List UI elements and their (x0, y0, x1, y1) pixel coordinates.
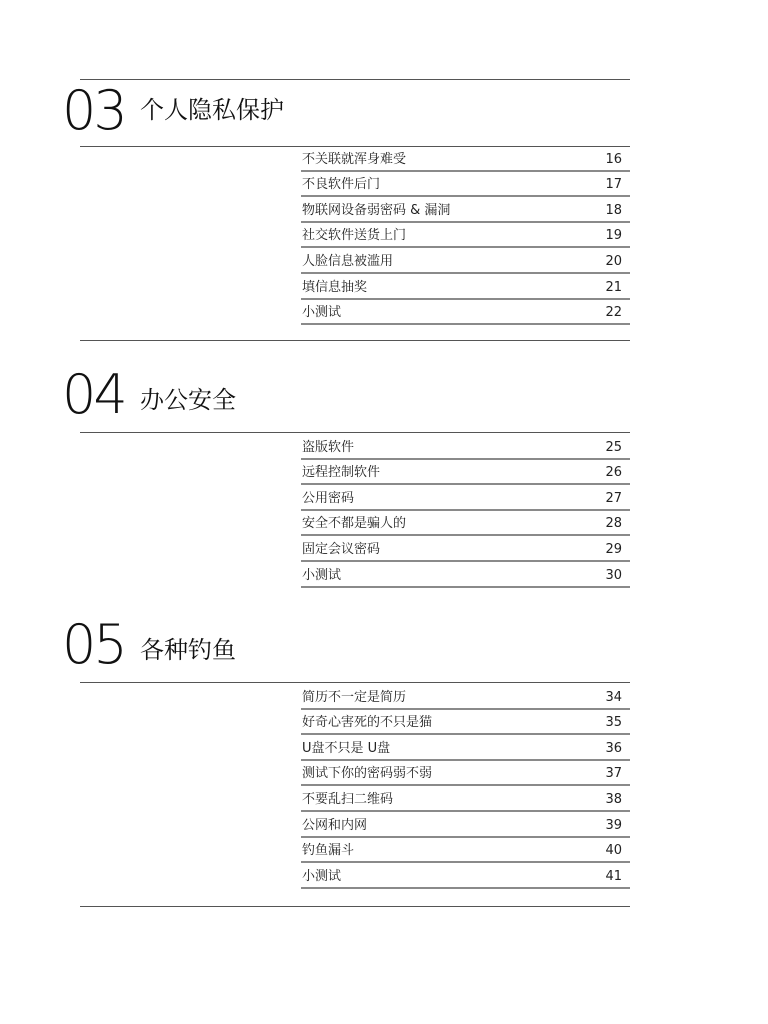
toc-entry[interactable] (301, 710, 630, 736)
section-05-title: 各种钓鱼 (140, 636, 236, 664)
toc-entry-page: 41 (605, 868, 622, 884)
toc-entry-label: 远程控制软件 (302, 465, 381, 481)
toc-entry[interactable] (301, 786, 630, 812)
toc-entry-label: 不关联就浑身难受 (302, 151, 407, 167)
section-03-toc (301, 146, 630, 325)
toc-entry-page: 28 (605, 516, 622, 532)
toc-entry[interactable] (301, 812, 630, 838)
toc-entry[interactable] (301, 838, 630, 864)
toc-entry-label: 小测试 (302, 567, 342, 583)
toc-entry-label: 固定会议密码 (302, 541, 381, 557)
toc-entry[interactable] (301, 511, 630, 537)
section-04-title: 办公安全 (140, 386, 236, 414)
section-04-title-rule (80, 432, 630, 433)
section-03-number: 03 (62, 79, 125, 142)
toc-entry[interactable] (301, 172, 630, 198)
toc-entry[interactable] (301, 863, 630, 889)
toc-entry-label: 好奇心害死的不只是猫 (302, 715, 433, 731)
toc-entry-page: 35 (605, 715, 622, 731)
toc-entry[interactable] (301, 536, 630, 562)
toc-entry-label: 人脸信息被滥用 (302, 253, 394, 269)
toc-entry-page: 36 (605, 740, 622, 756)
toc-entry-label: 简历不一定是简历 (302, 689, 407, 705)
toc-entry-label: 测试下你的密码弱不弱 (302, 766, 433, 782)
toc-entry-label: 盗版软件 (302, 439, 355, 455)
toc-entry-page: 22 (605, 305, 622, 321)
toc-entry-page: 30 (605, 567, 622, 583)
toc-entry[interactable] (301, 223, 630, 249)
toc-entry-page: 39 (605, 817, 622, 833)
toc-entry-page: 37 (605, 766, 622, 782)
section-04-toc (301, 434, 630, 588)
toc-entry-label: 公用密码 (302, 490, 355, 506)
toc-entry-page: 38 (605, 791, 622, 807)
toc-entry-page: 40 (605, 843, 622, 859)
toc-entry-page: 17 (605, 177, 622, 193)
toc-entry-label: 不要乱扫二维码 (302, 791, 394, 807)
section-05-bottom-rule (80, 906, 630, 907)
toc-entry[interactable] (301, 562, 630, 588)
toc-entry[interactable] (301, 761, 630, 787)
toc-entry-label: 社交软件送货上门 (302, 228, 407, 244)
toc-entry[interactable] (301, 485, 630, 511)
toc-entry-page: 27 (605, 490, 622, 506)
toc-entry-page: 18 (605, 202, 622, 218)
toc-entry-label: U盘不只是 U盘 (302, 740, 391, 756)
toc-entry-label: 钓鱼漏斗 (302, 843, 355, 859)
toc-entry[interactable] (301, 248, 630, 274)
toc-entry[interactable] (301, 434, 630, 460)
section-05-number: 05 (62, 613, 125, 676)
toc-entry[interactable] (301, 735, 630, 761)
section-05-toc (301, 684, 630, 889)
section-03-title: 个人隐私保护 (140, 96, 284, 124)
section-05-title-rule (80, 682, 630, 683)
toc-entry[interactable] (301, 146, 630, 172)
toc-entry-page: 34 (605, 689, 622, 705)
toc-entry[interactable] (301, 197, 630, 223)
toc-entry-page: 26 (605, 465, 622, 481)
toc-entry-label: 物联网设备弱密码 & 漏洞 (302, 202, 451, 218)
toc-entry[interactable] (301, 684, 630, 710)
toc-entry-page: 29 (605, 541, 622, 557)
toc-entry-label: 小测试 (302, 305, 342, 321)
toc-entry-label: 小测试 (302, 868, 342, 884)
toc-entry[interactable] (301, 274, 630, 300)
toc-entry-label: 不良软件后门 (302, 177, 381, 193)
toc-entry-page: 19 (605, 228, 622, 244)
toc-entry-page: 25 (605, 439, 622, 455)
section-03-bottom-rule (80, 340, 630, 341)
toc-entry-page: 20 (605, 253, 622, 269)
section-04-number: 04 (62, 363, 125, 426)
toc-entry[interactable] (301, 300, 630, 326)
toc-entry[interactable] (301, 460, 630, 486)
section-03-top-rule (80, 79, 630, 80)
toc-entry-page: 16 (605, 151, 622, 167)
toc-entry-label: 公网和内网 (302, 817, 368, 833)
toc-entry-page: 21 (605, 279, 622, 295)
toc-entry-label: 填信息抽奖 (302, 279, 368, 295)
toc-entry-label: 安全不都是骗人的 (302, 516, 407, 532)
